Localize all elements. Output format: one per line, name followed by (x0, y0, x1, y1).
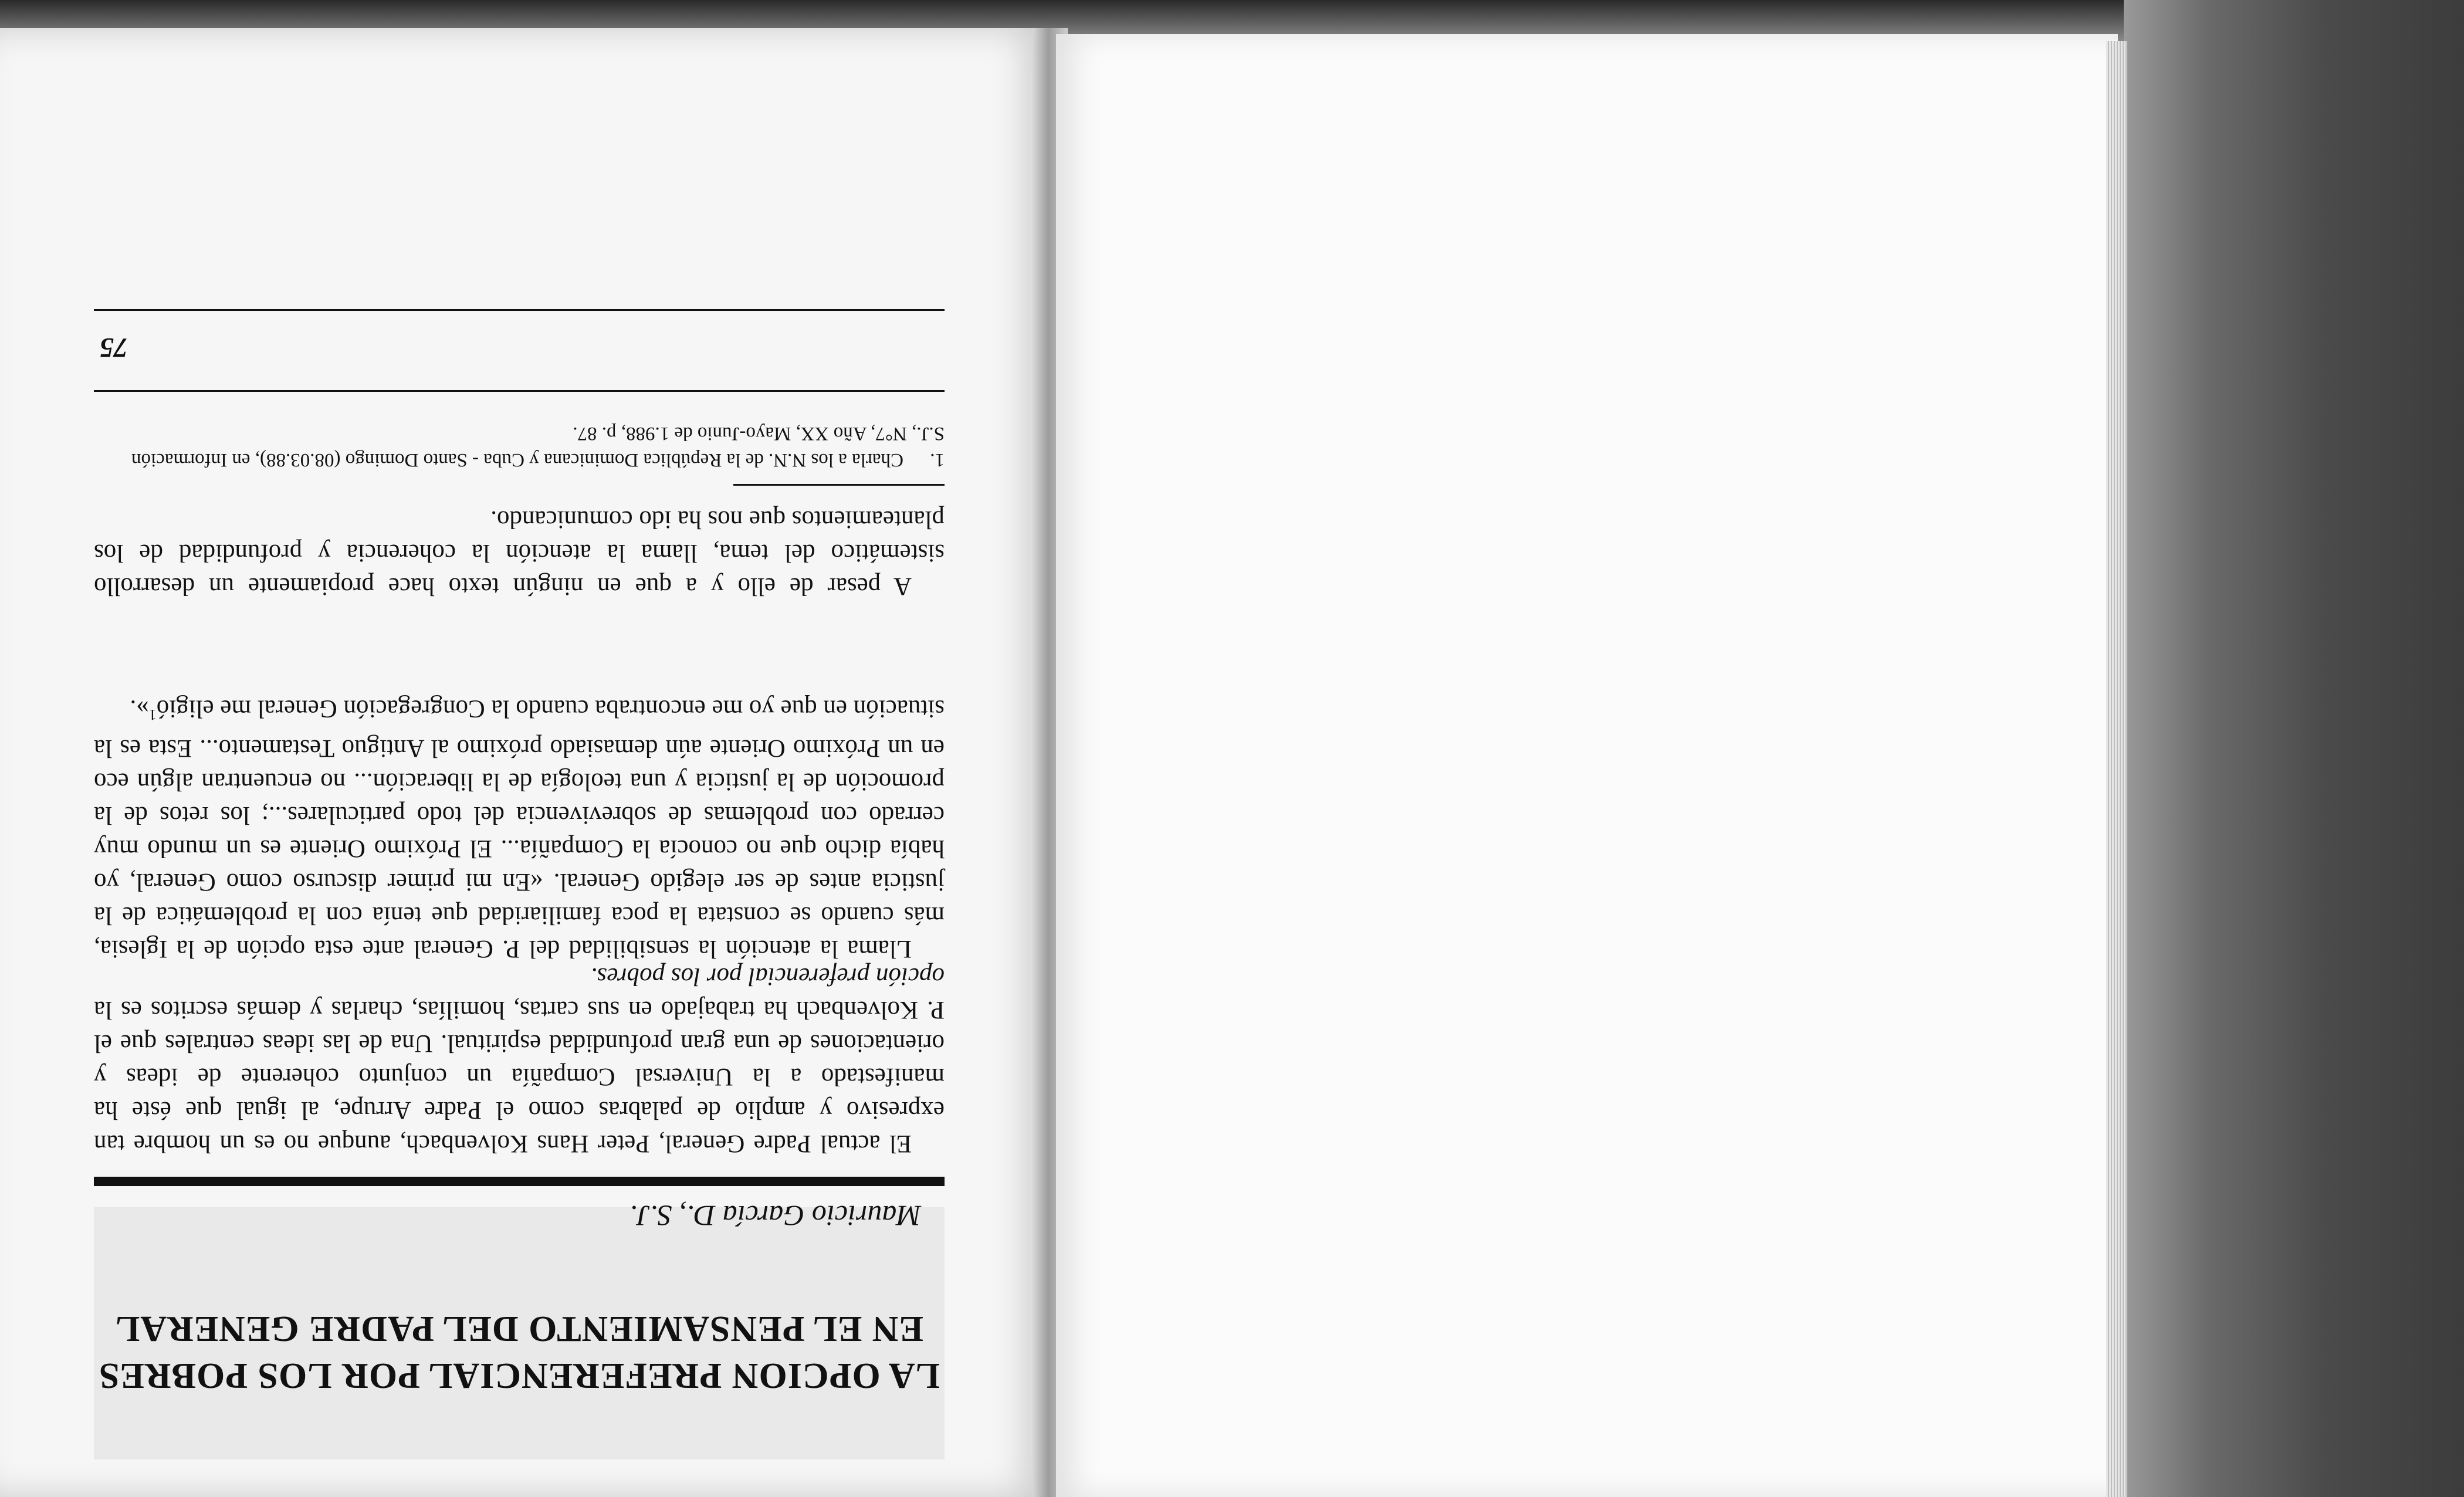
paragraph-3-text: A pesar de ello y a que en ningún texto hace propiamente un desarrollo sistemático del tema, llama la atención la coherencia y profundidad de los planteamientos que nos ha ido comunicando. (94, 506, 945, 600)
footnote (94, 420, 945, 473)
page-number: 75 (100, 332, 128, 363)
paragraph-2 (94, 692, 945, 966)
right-blank-page (1056, 34, 2118, 1497)
paragraph-2-close: ». (130, 695, 149, 723)
footnote-text: Charla a los N.N. de la República Dominicana y Cuba - Santo Domingo (08.03.88), en Información S.J., N°7, Año XX, Mayo-Junio de 1.988, p. 87. (131, 423, 945, 470)
footer-bottom-rule (94, 309, 945, 311)
left-book-page (0, 28, 1050, 1497)
footer-top-rule (94, 390, 945, 392)
title-bottom-rule (94, 1177, 945, 1186)
paragraph-1-text: El actual Padre General, Peter Hans Kolvenbach, aunque no es un hombre tan expresivo y amplio de palabras como el Padre Arrupe, al igual que éste ha manifestado a la Universal Compañía un conjunto coherente de ideas y orientaciones de una gran profundidad espiritual. Una de las ideas centrales que el P. Kolvenbach ha trabajado en sus cartas, homilías, charlas y demás escritos es la (94, 996, 945, 1157)
title-band (94, 1207, 945, 1459)
scanner-right-shadow (2124, 0, 2464, 1497)
paragraph-1-emphasis: opción preferencial por los pobres. (590, 963, 945, 990)
paragraph-1 (94, 960, 945, 1160)
footnote-separator (733, 484, 945, 486)
article-title-line-2: EN EL PENSAMIENTO DEL PADRE GENERAL (114, 1309, 924, 1349)
article-page-rotated (94, 169, 945, 1459)
paragraph-2-text: Llama la atención la sensibilidad del P. General ante esta opción de la Iglesia, más cuando se constata la poca familiaridad que tenía con la problemática de la justicia antes de ser elegido General. «En mi primer discurso como General, yo había dicho que no conocía la Compañía... El Próximo Oriente es un mundo muy cerrado con problemas de sobrevivencia del todo particulares...; los retos de la promoción de la justicia y una teología de la liberación... no encuentran algún eco en un Próximo Oriente aún demasiado próximo al Antiguo Testamento... Esta es la situación en que yo me encontraba cuando la Congregación General me eligió (94, 695, 945, 963)
footnote-number: 1. (930, 449, 945, 470)
article-title-line-1: LA OPCION PREFERENCIAL POR LOS POBRES (99, 1356, 940, 1396)
article-author: Mauricio García D., S.J. (629, 1200, 921, 1232)
page-edge-stack (2106, 41, 2127, 1497)
footnote-reference: 1 (148, 706, 157, 723)
paragraph-3 (94, 503, 945, 603)
